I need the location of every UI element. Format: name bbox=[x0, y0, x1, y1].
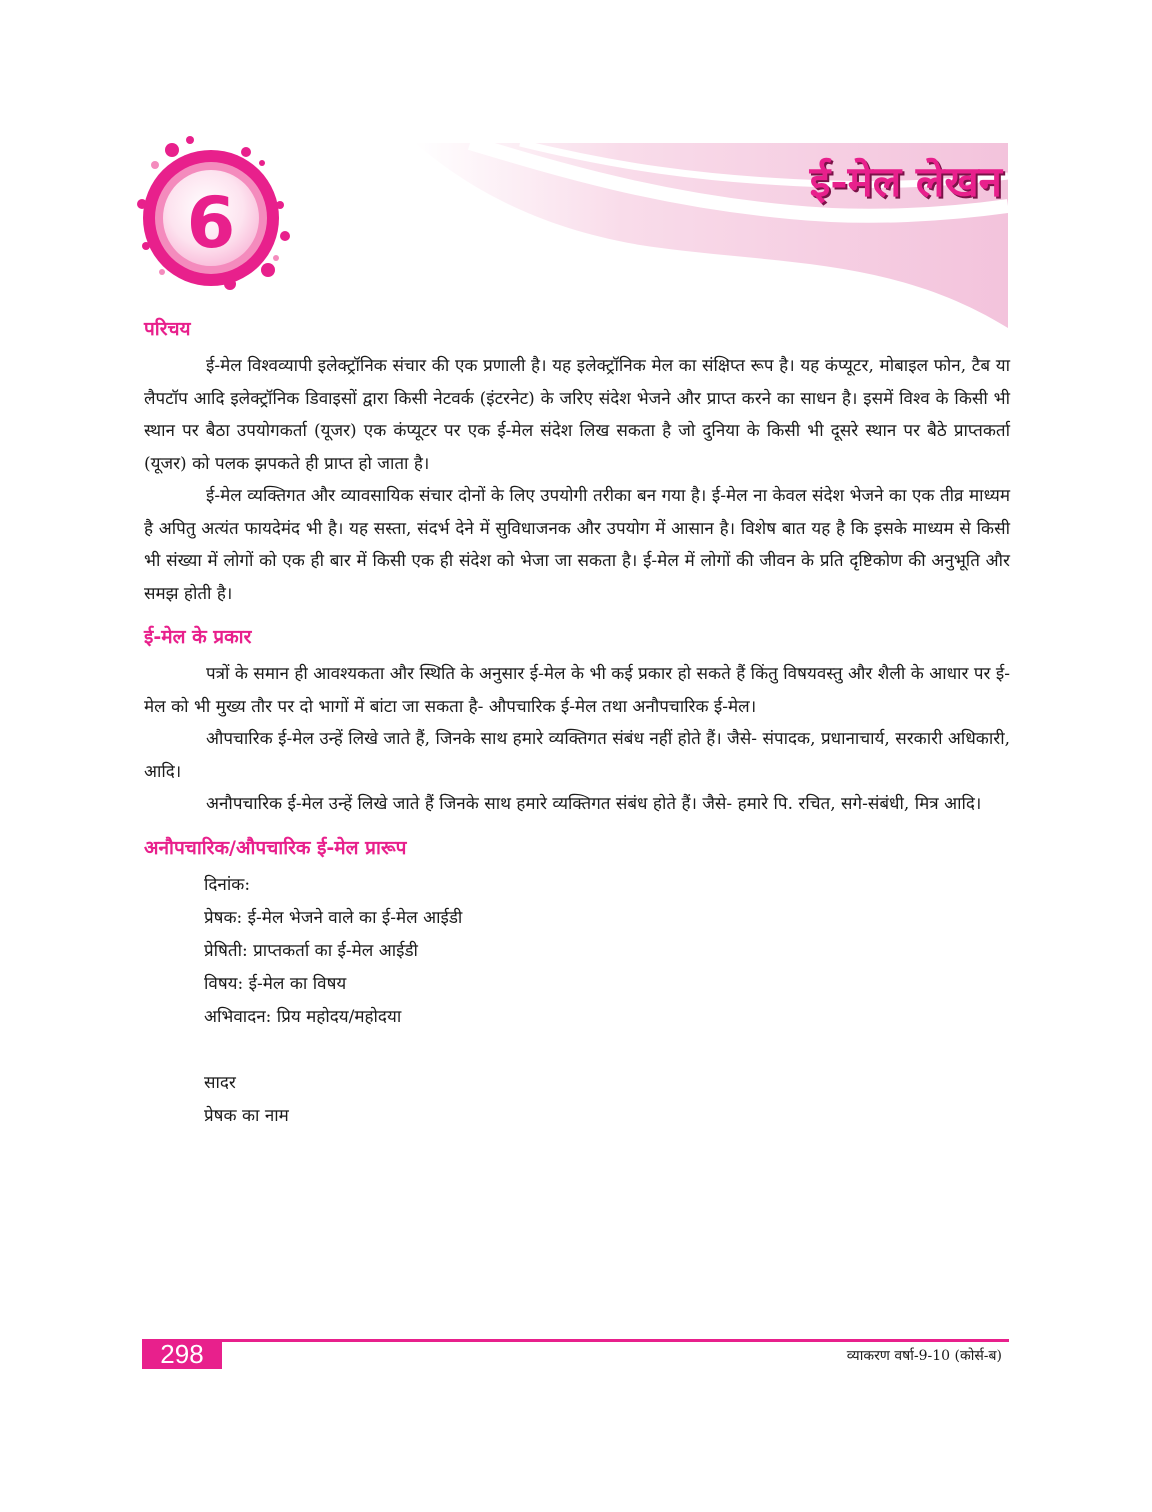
section-heading-types: ई-मेल के प्रकार bbox=[144, 626, 252, 648]
paragraph: अनौपचारिक ई-मेल उन्हें लिखे जाते हैं जिनके साथ हमारे व्यक्तिगत संबंध होते हैं। जैसे- हमारे पि. रचित, सगे-संबंधी, मित्र आदि। bbox=[206, 794, 982, 814]
decor-dot bbox=[165, 143, 179, 157]
decor-dot bbox=[276, 201, 284, 209]
section-heading-format: अनौपचारिक/औपचारिक ई-मेल प्रारूप bbox=[144, 836, 407, 859]
format-line: विषय: ई-मेल का विषय bbox=[204, 973, 347, 994]
decor-dot bbox=[142, 242, 150, 250]
section-heading-intro: परिचय bbox=[144, 318, 191, 340]
format-line: दिनांक: bbox=[204, 874, 251, 895]
decor-dot bbox=[280, 231, 290, 241]
decor-dot bbox=[273, 255, 279, 261]
decor-dot bbox=[159, 269, 165, 275]
paragraph: औपचारिक ई-मेल उन्हें लिखे जाते हैं, जिनके साथ हमारे व्यक्तिगत संबंध नहीं होते हैं। जैसे- संपादक, प्रधानाचार्य, सरकारी अधिकारी, आदि। bbox=[144, 729, 1010, 782]
paragraph: ई-मेल विश्वव्यापी इलेक्ट्रॉनिक संचार की एक प्रणाली है। यह इलेक्ट्रॉनिक मेल का संक्षिप्त रूप है। यह कंप्यूटर, मोबाइल फोन, टैब या लैपटॉप आदि इलेक्ट्रॉनिक डिवाइसों द्वारा किसी नेटवर्क (इंटरनेट) के जरिए संदेश भेजने और प्राप्त करने का साधन है। इसमें विश्व के किसी भी स्थान पर बैठा उपयोगकर्ता (यूजर) एक कंप्यूटर पर एक ई-मेल संदेश लिख सकता है जो दुनिया के किसी भी दूसरे स्थान पर बैठे प्राप्तकर्ता (यूजर) को पलक झपकते ही प्राप्त हो जाता है। bbox=[144, 356, 1010, 474]
paragraph: ई-मेल व्यक्तिगत और व्यावसायिक संचार दोनों के लिए उपयोगी तरीका बन गया है। ई-मेल ना केवल संदेश भेजने का एक तीव्र माध्यम है अपितु अत्यंत फायदेमंद भी है। यह सस्ता, संदर्भ देने में सुविधाजनक और उपयोग में आसान है। विशेष बात यह है कि इसके माध्यम से किसी भी संख्या में लोगों को एक ही बार में किसी एक ही संदेश को भेजा जा सकता है। ई-मेल में लोगों की जीवन के प्रति दृष्टिकोण की अनुभूति और समझ होती है। bbox=[144, 486, 1010, 604]
format-line: प्रेषक: ई-मेल भेजने वाले का ई-मेल आईडी bbox=[204, 907, 463, 928]
decor-dot bbox=[259, 160, 265, 166]
paragraph: पत्रों के समान ही आवश्यकता और स्थिति के अनुसार ई-मेल के भी कई प्रकार हो सकते हैं किंतु विषयवस्तु और शैली के आधार पर ई-मेल को भी मुख्य तौर पर दो भागों में बांटा जा सकता है- औपचारिक ई-मेल तथा अनौपचारिक ई-मेल। bbox=[144, 664, 1010, 717]
closing-line: सादर bbox=[204, 1072, 236, 1093]
decor-dot bbox=[241, 147, 251, 157]
format-line: प्रेषिती: प्राप्तकर्ता का ई-मेल आईडी bbox=[204, 940, 418, 961]
chapter-number: 6 bbox=[186, 182, 236, 264]
decor-dot bbox=[137, 199, 147, 209]
chapter-title: ई-मेल लेखन bbox=[809, 157, 1002, 206]
format-line: अभिवादन: प्रिय महोदय/महोदया bbox=[204, 1006, 402, 1027]
closing-line: प्रेषक का नाम bbox=[204, 1105, 289, 1126]
footer-rule bbox=[142, 1339, 1009, 1342]
decor-dot bbox=[186, 136, 194, 144]
decor-dot bbox=[151, 161, 159, 169]
page-content bbox=[144, 316, 1010, 1133]
book-title: व्याकरण वर्षा-9-10 (कोर्स-ब) bbox=[846, 1348, 1002, 1364]
page-number: 298 bbox=[142, 1339, 222, 1369]
email-format-block bbox=[204, 869, 1010, 1133]
decor-dot bbox=[224, 278, 236, 290]
